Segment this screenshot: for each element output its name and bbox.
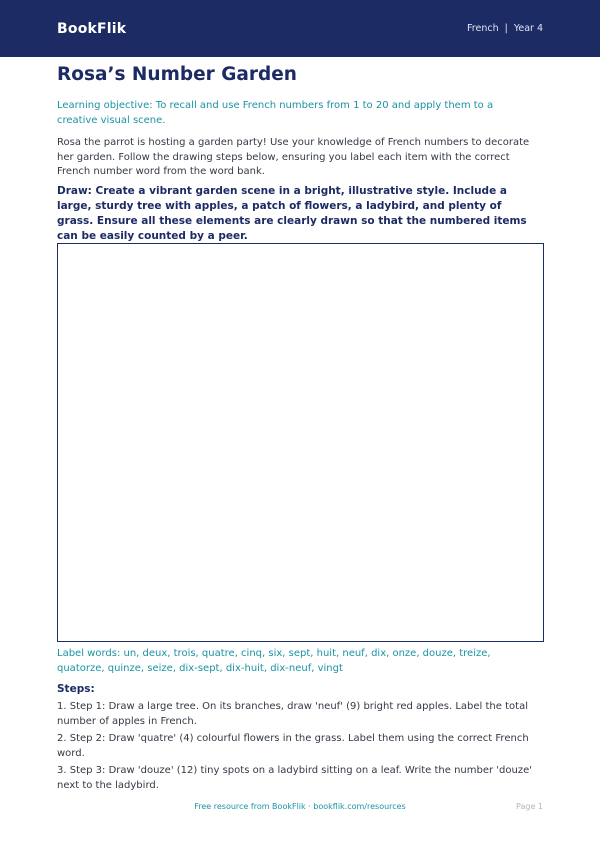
- draw-instruction: Draw: Create a vibrant garden scene in a bright, illustrative style. Include a large, sturdy tree with apples, a patch of flowers, a ladybird, and plenty of grass. Ensure all these elements are clearly drawn so that the numbered items can be easily counted by a peer.: [57, 185, 527, 242]
- intro-paragraph: Rosa the parrot is hosting a garden party! Use your knowledge of French numbers to decorate her garden. Follow the drawing steps below, ensuring you label each item with the correct French number word from the word bank.: [57, 137, 530, 177]
- header-meta: [467, 23, 543, 34]
- brand-logo[interactable]: BookFlik: [57, 20, 127, 37]
- steps-list: [57, 700, 535, 796]
- footer-credit[interactable]: Free resource from BookFlik · bookflik.com/resources: [194, 802, 406, 811]
- step-item: 1. Step 1: Draw a large tree. On its branches, draw 'neuf' (9) bright red apples. Label the total number of apples in French.: [57, 701, 528, 727]
- page-number: Page 1: [516, 802, 543, 811]
- label-word-bank: Label words: un, deux, trois, quatre, cinq, six, sept, huit, neuf, dix, onze, douze, treize, quatorze, quinze, seize, dix-sept, dix-huit, dix-neuf, vingt: [57, 648, 491, 674]
- drawing-area[interactable]: [57, 243, 544, 642]
- header-separator: |: [504, 23, 508, 34]
- step-item: 3. Step 3: Draw 'douze' (12) tiny spots on a ladybird sitting on a leaf. Write the number 'douze' next to the ladybird.: [57, 765, 532, 791]
- header-bar: [0, 0, 600, 57]
- page-title: Rosa’s Number Garden: [57, 64, 297, 85]
- year-label: Year 4: [513, 23, 543, 34]
- subject-label: French: [467, 23, 499, 34]
- step-item: 2. Step 2: Draw 'quatre' (4) colourful flowers in the grass. Label them using the correct French word.: [57, 733, 529, 759]
- steps-heading: Steps:: [57, 683, 95, 695]
- learning-objective: Learning objective: To recall and use French numbers from 1 to 20 and apply them to a creative visual scene.: [57, 100, 494, 126]
